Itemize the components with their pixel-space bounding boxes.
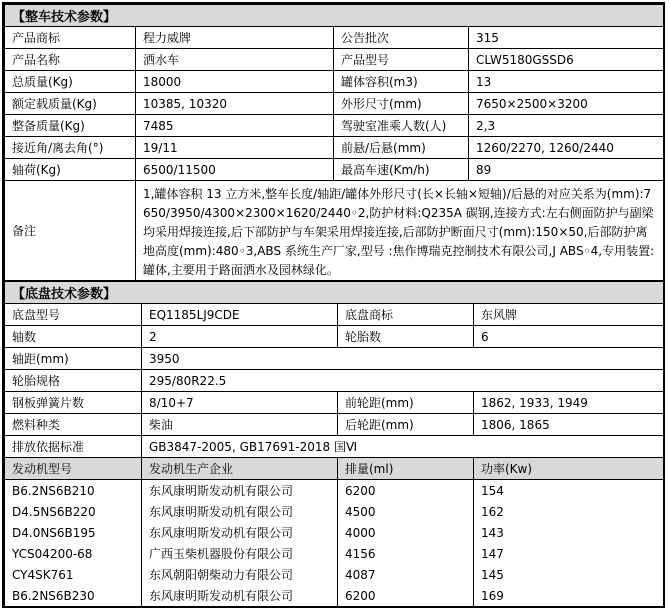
param-label: 产品型号: [334, 49, 469, 71]
engine-power: 162: [474, 501, 664, 522]
param-label: 产品名称: [5, 49, 136, 71]
table-row: [5, 304, 664, 326]
param-label: 驾驶室准乘人数(人): [334, 115, 469, 137]
engine-power: 143: [474, 522, 664, 543]
engine-row: [5, 564, 664, 585]
param-value: 6500/11500: [136, 159, 334, 181]
table-row: [5, 71, 664, 93]
param-label: 前轮距(mm): [338, 392, 474, 414]
engine-displacement: 4156: [338, 543, 474, 564]
param-value: 2: [142, 326, 338, 348]
engine-power: 154: [474, 480, 664, 502]
engine-row: [5, 543, 664, 564]
engine-manufacturer: 东风朝阳朝柴动力有限公司: [142, 564, 338, 585]
table-row: [5, 392, 664, 414]
param-label: 额定载质量(Kg): [5, 93, 136, 115]
param-value: 洒水车: [136, 49, 334, 71]
engine-displacement: 4000: [338, 522, 474, 543]
table-row: [5, 27, 664, 49]
param-value: 89: [469, 159, 664, 181]
engine-model: YCS04200-68: [5, 543, 142, 564]
param-value: 1260/2270, 1260/2440: [469, 137, 664, 159]
engine-col-header: 排量(ml): [338, 458, 474, 480]
param-value: 1806, 1865: [474, 414, 664, 436]
chassis-section-title: 【底盘技术参数】: [5, 282, 664, 304]
param-label: 排放依据标准: [5, 436, 142, 458]
chassis-section-header: [5, 282, 664, 304]
param-value: 1862, 1933, 1949: [474, 392, 664, 414]
table-row: [5, 49, 664, 71]
param-label: 公告批次: [334, 27, 469, 49]
table-row: [5, 370, 664, 392]
vehicle-section-title: 【整车技术参数】: [5, 5, 664, 27]
engine-header-row: [5, 458, 664, 480]
param-label: 轴荷(Kg): [5, 159, 136, 181]
engine-row: [5, 585, 664, 606]
param-value: GB3847-2005, GB17691-2018 国Ⅵ: [142, 436, 664, 458]
param-value: EQ1185LJ9CDE: [142, 304, 338, 326]
param-label: 底盘商标: [338, 304, 474, 326]
param-label: 钢板弹簧片数: [5, 392, 142, 414]
param-label: 后轮距(mm): [338, 414, 474, 436]
param-value: 8/10+7: [142, 392, 338, 414]
engine-row: [5, 501, 664, 522]
param-value: 19/11: [136, 137, 334, 159]
table-row: [5, 348, 664, 370]
table-row: [5, 414, 664, 436]
param-value: 7485: [136, 115, 334, 137]
spec-table: [2, 2, 665, 608]
engine-row: [5, 480, 664, 502]
param-value: 295/80R22.5: [142, 370, 664, 392]
param-value: 7650×2500×3200: [469, 93, 664, 115]
engine-displacement: 4500: [338, 501, 474, 522]
engine-model: CY4SK761: [5, 564, 142, 585]
param-label: 前悬/后悬(mm): [334, 137, 469, 159]
engine-model: D4.5NS6B220: [5, 501, 142, 522]
param-label: 外形尺寸(mm): [334, 93, 469, 115]
engine-model: D4.0NS6B195: [5, 522, 142, 543]
param-label: 轴数: [5, 326, 142, 348]
engine-col-header: 发动机生产企业: [142, 458, 338, 480]
param-value: 2,3: [469, 115, 664, 137]
engine-displacement: 6200: [338, 585, 474, 606]
engine-col-header: 功率(Kw): [474, 458, 664, 480]
param-label: 接近角/离去角(°): [5, 137, 136, 159]
engine-manufacturer: 广西玉柴机器股份有限公司: [142, 543, 338, 564]
engine-manufacturer: 东风康明斯发动机有限公司: [142, 480, 338, 502]
param-value: 315: [469, 27, 664, 49]
engine-power: 145: [474, 564, 664, 585]
engine-model: B6.2NS6B230: [5, 585, 142, 606]
engine-power: 147: [474, 543, 664, 564]
engine-manufacturer: 东风康明斯发动机有限公司: [142, 522, 338, 543]
engine-manufacturer: 东风康明斯发动机有限公司: [142, 501, 338, 522]
table-row: [5, 436, 664, 458]
param-value: 3950: [142, 348, 664, 370]
engine-displacement: 6200: [338, 480, 474, 502]
remark-text: 1,罐体容积 13 立方米,整车长度/轴距/罐体外形尺寸(长×长轴×短轴)/后悬的对应关系为(mm):7650/3950/4300×2300×1620/2440◦2,防护材料:Q235A 碳钢,连接方式:左右侧面防护与副梁均采用焊接连接,后下部防护与车架采用焊接连接,后部防护断面尺寸(mm):150×50,后部防护离地高度(mm):480◦3,ABS 系统生产厂家,型号 :焦作博瑞克控制技术有限公司,J ABS◦4,专用装置:罐体,主要用于路面洒水及园林绿化。: [136, 181, 664, 281]
param-value: 东风牌: [474, 304, 664, 326]
table-row: [5, 115, 664, 137]
param-label: 轴距(mm): [5, 348, 142, 370]
vehicle-params-table: [4, 4, 664, 281]
param-value: CLW5180GSSD6: [469, 49, 664, 71]
param-label: 产品商标: [5, 27, 136, 49]
param-label: 整备质量(Kg): [5, 115, 136, 137]
engine-row: [5, 522, 664, 543]
param-value: 柴油: [142, 414, 338, 436]
remark-label: 备注: [5, 181, 136, 281]
param-value: 10385, 10320: [136, 93, 334, 115]
table-row: [5, 326, 664, 348]
param-value: 6: [474, 326, 664, 348]
param-value: 13: [469, 71, 664, 93]
param-label: 轮胎数: [338, 326, 474, 348]
engine-manufacturer: 东风康明斯发动机有限公司: [142, 585, 338, 606]
param-label: 总质量(Kg): [5, 71, 136, 93]
remark-row: [5, 181, 664, 281]
param-label: 最高车速(Km/h): [334, 159, 469, 181]
param-label: 燃料种类: [5, 414, 142, 436]
table-row: [5, 93, 664, 115]
vehicle-section-header: [5, 5, 664, 27]
param-label: 罐体容积(m3): [334, 71, 469, 93]
engine-displacement: 4087: [338, 564, 474, 585]
engine-model: B6.2NS6B210: [5, 480, 142, 502]
engine-col-header: 发动机型号: [5, 458, 142, 480]
param-value: 18000: [136, 71, 334, 93]
chassis-params-table: [4, 281, 664, 606]
table-row: [5, 137, 664, 159]
param-label: 轮胎规格: [5, 370, 142, 392]
param-label: 底盘型号: [5, 304, 142, 326]
table-row: [5, 159, 664, 181]
param-value: 程力威牌: [136, 27, 334, 49]
engine-power: 169: [474, 585, 664, 606]
